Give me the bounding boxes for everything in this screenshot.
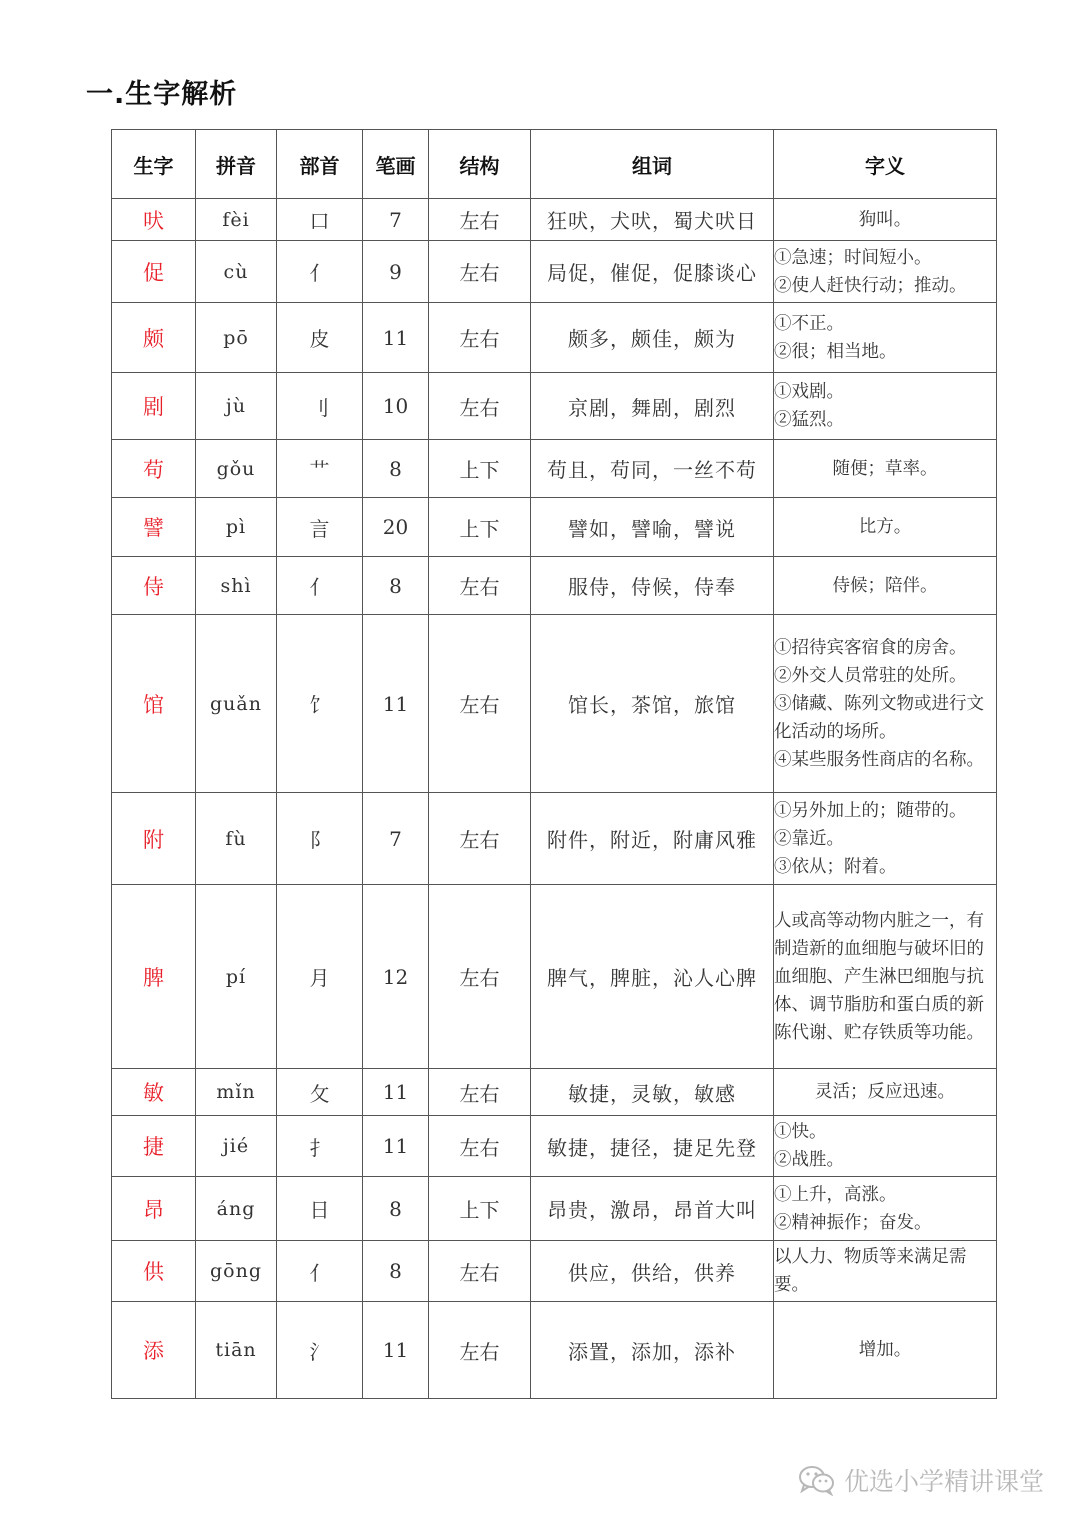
cell-pinyin: jié bbox=[196, 1116, 277, 1177]
table-row bbox=[112, 498, 997, 557]
cell-radical: 月 bbox=[277, 885, 363, 1069]
cell-radical: 亻 bbox=[277, 557, 363, 615]
cell-words: 昂贵，激昂，昂首大叫 bbox=[531, 1177, 774, 1241]
cell-words: 敏捷，捷径，捷足先登 bbox=[531, 1116, 774, 1177]
cell-strokes: 10 bbox=[363, 373, 429, 440]
table-row bbox=[112, 793, 997, 885]
cell-pinyin: cù bbox=[196, 241, 277, 303]
cell-pinyin: pí bbox=[196, 885, 277, 1069]
cell-words: 附件，附近，附庸风雅 bbox=[531, 793, 774, 885]
cell-strokes: 11 bbox=[363, 303, 429, 373]
table-row bbox=[112, 1241, 997, 1302]
table-row bbox=[112, 373, 997, 440]
cell-words: 添置，添加，添补 bbox=[531, 1302, 774, 1399]
meaning-line: ①快。 bbox=[774, 1122, 827, 1142]
cell-char: 昂 bbox=[112, 1177, 196, 1241]
cell-pinyin: shì bbox=[196, 557, 277, 615]
cell-pinyin: pì bbox=[196, 498, 277, 557]
cell-structure: 左右 bbox=[429, 793, 531, 885]
meaning-line: ①另外加上的；随带的。 bbox=[774, 800, 967, 821]
meaning-line: ②猛烈。 bbox=[774, 410, 844, 430]
cell-meaning bbox=[774, 885, 997, 1069]
cell-strokes: 12 bbox=[363, 885, 429, 1069]
meaning-line: ①戏剧。 bbox=[774, 382, 844, 402]
cell-structure: 左右 bbox=[429, 615, 531, 793]
cell-strokes: 8 bbox=[363, 557, 429, 615]
cell-structure: 左右 bbox=[429, 199, 531, 241]
meaning-line: ②很；相当地。 bbox=[774, 341, 897, 362]
cell-radical: 亻 bbox=[277, 1241, 363, 1302]
cell-words: 狂吠，犬吠，蜀犬吠日 bbox=[531, 199, 774, 241]
cell-pinyin: fèi bbox=[196, 199, 277, 241]
cell-strokes: 8 bbox=[363, 1177, 429, 1241]
meaning-line: ②使人赶快行动；推动。 bbox=[774, 275, 967, 296]
meaning-line: ②精神振作；奋发。 bbox=[774, 1212, 932, 1233]
cell-meaning bbox=[774, 615, 997, 793]
meaning-line: 侍候；陪伴。 bbox=[832, 575, 938, 596]
header-char: 生字 bbox=[112, 130, 196, 199]
wechat-icon bbox=[798, 1464, 836, 1496]
meaning-line: ④某些服务性商店的名称。 bbox=[774, 749, 984, 770]
meaning-line: 灵活；反应迅速。 bbox=[815, 1082, 955, 1102]
cell-words: 敏捷，灵敏，敏感 bbox=[531, 1069, 774, 1116]
meaning-line: 比方。 bbox=[858, 517, 912, 537]
cell-strokes: 7 bbox=[363, 793, 429, 885]
cell-words: 供应，供给，供养 bbox=[531, 1241, 774, 1302]
cell-pinyin: gǒu bbox=[196, 440, 277, 498]
cell-char: 捷 bbox=[112, 1116, 196, 1177]
cell-meaning bbox=[774, 557, 997, 615]
meaning-line: 狗叫。 bbox=[858, 209, 912, 230]
cell-pinyin: áng bbox=[196, 1177, 277, 1241]
cell-pinyin: gōng bbox=[196, 1241, 277, 1302]
watermark-text: 优选小学精讲课堂 bbox=[843, 1467, 1044, 1496]
cell-meaning bbox=[774, 1241, 997, 1302]
cell-words: 馆长，茶馆，旅馆 bbox=[531, 615, 774, 793]
meaning-line: 随便；草率。 bbox=[832, 458, 938, 479]
table-row bbox=[112, 1069, 997, 1116]
cell-structure: 左右 bbox=[429, 1069, 531, 1116]
cell-meaning bbox=[774, 303, 997, 373]
cell-radical: 扌 bbox=[277, 1116, 363, 1177]
header-strokes: 笔画 bbox=[363, 130, 429, 199]
cell-strokes: 7 bbox=[363, 199, 429, 241]
table-row bbox=[112, 1302, 997, 1399]
cell-radical: 皮 bbox=[277, 303, 363, 373]
table-row bbox=[112, 241, 997, 303]
table-row bbox=[112, 1177, 997, 1241]
cell-structure: 上下 bbox=[429, 1177, 531, 1241]
header-pinyin: 拼音 bbox=[196, 130, 277, 199]
cell-structure: 左右 bbox=[429, 303, 531, 373]
header-words: 组词 bbox=[531, 130, 774, 199]
cell-char: 脾 bbox=[112, 885, 196, 1069]
cell-structure: 左右 bbox=[429, 1116, 531, 1177]
cell-strokes: 8 bbox=[363, 440, 429, 498]
table-row bbox=[112, 615, 997, 793]
header-radical: 部首 bbox=[277, 130, 363, 199]
cell-meaning bbox=[774, 199, 997, 241]
meaning-line: 增加。 bbox=[858, 1340, 912, 1360]
cell-words: 颇多，颇佳，颇为 bbox=[531, 303, 774, 373]
cell-meaning bbox=[774, 373, 997, 440]
header-meaning: 字义 bbox=[774, 130, 997, 199]
table-row bbox=[112, 1116, 997, 1177]
table-row bbox=[112, 199, 997, 241]
cell-meaning bbox=[774, 1177, 997, 1241]
cell-words: 苟且，苟同，一丝不苟 bbox=[531, 440, 774, 498]
cell-pinyin: pō bbox=[196, 303, 277, 373]
cell-meaning bbox=[774, 241, 997, 303]
cell-structure: 左右 bbox=[429, 1241, 531, 1302]
cell-char: 馆 bbox=[112, 615, 196, 793]
cell-char: 譬 bbox=[112, 498, 196, 557]
cell-meaning bbox=[774, 1302, 997, 1399]
meaning-line: ②靠近。 bbox=[774, 828, 844, 849]
meaning-line: 以人力、物质等来满足需要。 bbox=[774, 1247, 967, 1295]
meaning-line: ①不正。 bbox=[774, 313, 844, 334]
cell-char: 侍 bbox=[112, 557, 196, 615]
cell-words: 服侍，侍候，侍奉 bbox=[531, 557, 774, 615]
cell-strokes: 11 bbox=[363, 1116, 429, 1177]
cell-structure: 左右 bbox=[429, 557, 531, 615]
cell-meaning bbox=[774, 498, 997, 557]
cell-radical: 饣 bbox=[277, 615, 363, 793]
cell-strokes: 11 bbox=[363, 1069, 429, 1116]
cell-structure: 上下 bbox=[429, 440, 531, 498]
cell-char: 供 bbox=[112, 1241, 196, 1302]
table-header-row bbox=[112, 130, 997, 199]
cell-radical: 艹 bbox=[277, 440, 363, 498]
cell-pinyin: guǎn bbox=[196, 615, 277, 793]
cell-strokes: 11 bbox=[363, 1302, 429, 1399]
meaning-line: ②战胜。 bbox=[774, 1150, 844, 1170]
cell-char: 颇 bbox=[112, 303, 196, 373]
meaning-line: ②外交人员常驻的处所。 bbox=[774, 665, 967, 686]
cell-strokes: 11 bbox=[363, 615, 429, 793]
cell-char: 附 bbox=[112, 793, 196, 885]
table-row bbox=[112, 885, 997, 1069]
watermark bbox=[798, 1462, 1044, 1498]
meaning-line: 人或高等动物内脏之一，有制造新的血细胞与破坏旧的血细胞、产生淋巴细胞与抗体、调节脂肪和蛋白质的新陈代谢、贮存铁质等功能。 bbox=[774, 910, 984, 1043]
cell-radical: 言 bbox=[277, 498, 363, 557]
cell-structure: 左右 bbox=[429, 1302, 531, 1399]
cell-radical: 阝 bbox=[277, 793, 363, 885]
meaning-line: ①急速；时间短小。 bbox=[774, 247, 932, 268]
cell-radical: 亻 bbox=[277, 241, 363, 303]
cell-char: 剧 bbox=[112, 373, 196, 440]
cell-strokes: 9 bbox=[363, 241, 429, 303]
cell-structure: 左右 bbox=[429, 885, 531, 1069]
table-row bbox=[112, 440, 997, 498]
cell-meaning bbox=[774, 793, 997, 885]
cell-pinyin: fù bbox=[196, 793, 277, 885]
cell-structure: 左右 bbox=[429, 241, 531, 303]
cell-meaning bbox=[774, 1069, 997, 1116]
cell-structure: 左右 bbox=[429, 373, 531, 440]
table-row bbox=[112, 303, 997, 373]
meaning-line: ③依从；附着。 bbox=[774, 856, 897, 877]
cell-char: 添 bbox=[112, 1302, 196, 1399]
cell-radical: 刂 bbox=[277, 373, 363, 440]
meaning-line: ①招待宾客宿食的房舍。 bbox=[774, 637, 967, 658]
cell-radical: 口 bbox=[277, 199, 363, 241]
cell-char: 吠 bbox=[112, 199, 196, 241]
cell-pinyin: mǐn bbox=[196, 1069, 277, 1116]
table-row bbox=[112, 557, 997, 615]
meaning-line: ①上升，高涨。 bbox=[774, 1184, 897, 1205]
header-structure: 结构 bbox=[429, 130, 531, 199]
cell-radical: 日 bbox=[277, 1177, 363, 1241]
cell-meaning bbox=[774, 1116, 997, 1177]
cell-strokes: 20 bbox=[363, 498, 429, 557]
cell-words: 譬如，譬喻，譬说 bbox=[531, 498, 774, 557]
cell-radical: 氵 bbox=[277, 1302, 363, 1399]
cell-meaning bbox=[774, 440, 997, 498]
cell-radical: 攵 bbox=[277, 1069, 363, 1116]
cell-char: 敏 bbox=[112, 1069, 196, 1116]
cell-words: 局促，催促，促膝谈心 bbox=[531, 241, 774, 303]
table-body bbox=[112, 199, 997, 1399]
vocabulary-table bbox=[111, 129, 997, 1399]
cell-pinyin: jù bbox=[196, 373, 277, 440]
meaning-line: ③储藏、陈列文物或进行文化活动的场所。 bbox=[774, 693, 984, 742]
cell-pinyin: tiān bbox=[196, 1302, 277, 1399]
cell-words: 京剧，舞剧，剧烈 bbox=[531, 373, 774, 440]
cell-words: 脾气，脾脏，沁人心脾 bbox=[531, 885, 774, 1069]
cell-char: 促 bbox=[112, 241, 196, 303]
cell-char: 苟 bbox=[112, 440, 196, 498]
cell-strokes: 8 bbox=[363, 1241, 429, 1302]
cell-structure: 上下 bbox=[429, 498, 531, 557]
section-heading: 一.生字解析 bbox=[86, 79, 238, 110]
